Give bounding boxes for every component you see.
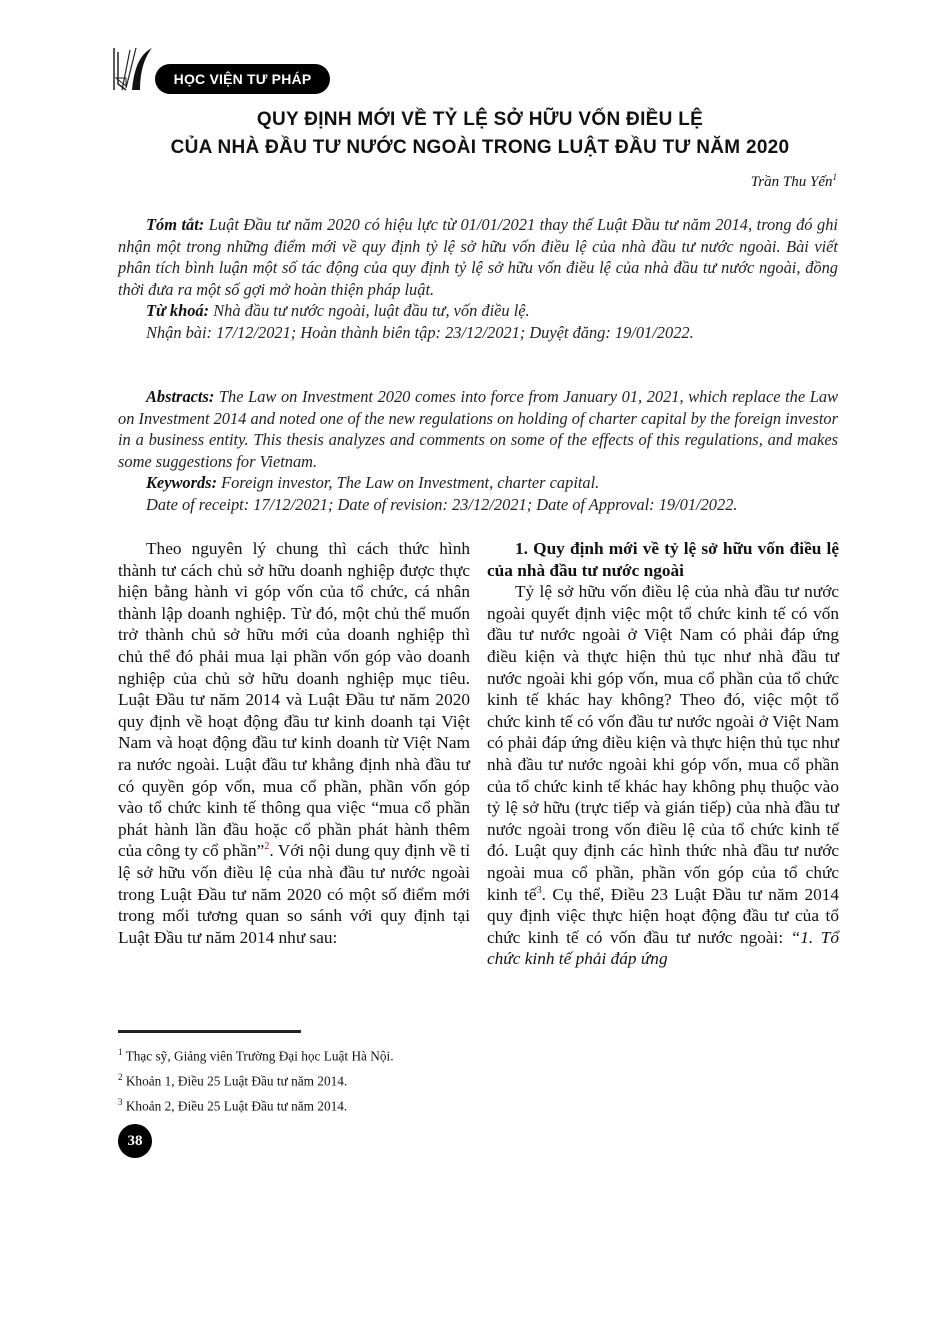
article-dates: Nhận bài: 17/12/2021; Hoàn thành biên tập: 23/12/2021; Duyệt đăng: 19/01/2022.: [146, 322, 694, 342]
keywords-label: Keywords:: [146, 473, 218, 493]
footnote: [118, 1067, 394, 1092]
right-column: [487, 538, 839, 970]
footnote: [118, 1042, 394, 1067]
footnote-text: Khoản 1, Điều 25 Luật Đầu tư năm 2014.: [125, 1073, 348, 1089]
quote-text: “1. Tổ chức kinh tế phải đáp ứng: [487, 927, 840, 969]
footnotes: [118, 1042, 394, 1117]
body-paragraph: [118, 538, 470, 948]
footnote-text: Khoản 2, Điều 25 Luật Đầu tư năm 2014.: [125, 1098, 348, 1114]
author-name: Trần Thu Yến: [750, 174, 833, 190]
footnote-number: 1: [118, 1047, 123, 1057]
keywords-text: Nhà đầu tư nước ngoài, luật đầu tư, vốn điều lệ.: [209, 301, 530, 321]
body-text: Tỷ lệ sở hữu vốn điều lệ của nhà đầu tư nước ngoài quyết định việc một tổ chức kinh tế có vốn đầu tư nước ngoài ở Việt Nam có phải đáp ứng điều kiện và thực hiện thủ tục như nhà đầu tư nước ngoài khi góp vốn, mua cổ phần của tổ chức kinh tế khác hay không? Theo đó, việc một tổ chức kinh tế có vốn đầu tư nước ngoài ở Việt Nam có phải đáp ứng điều kiện và thực hiện thủ tục như nhà đầu tư nước ngoài khi góp vốn, mua cổ phần của tổ chức kinh tế khác hay không phụ thuộc vào tỷ lệ sở hữu (trực tiếp và gián tiếp) của nhà đầu tư nước ngoài trong vốn điều lệ của tổ chức kinh tế đó. Luật quy định các hình thức nhà đầu tư nước ngoài mua cổ phần, phần vốn góp của tổ chức kinh tế: [487, 582, 839, 904]
academy-logo-icon: [112, 44, 152, 94]
author: [751, 172, 837, 191]
section-heading: 1. Quy định mới về tỷ lệ sở hữu vốn điều lệ của nhà đầu tư nước ngoài: [487, 539, 839, 580]
keywords-label: Từ khoá:: [146, 301, 210, 321]
body-text: . Cụ thể, Điều 23 Luật Đầu tư năm 2014 quy định việc thực hiện hoạt động đầu tư của tổ chức kinh tế có vốn đầu tư nước ngoài:: [487, 884, 840, 947]
body-text: Theo nguyên lý chung thì cách thức hình thành tư cách chủ sở hữu doanh nghiệp được thực hiện bằng hành vi góp vốn của tổ chức, cá nhân thành lập doanh nghiệp. Từ đó, một chủ thể muốn trở thành chủ sở hữu mới của doanh nghiệp thì chủ thể đó phải mua lại phần vốn góp vào doanh nghiệp của chủ sở hữu doanh nghiệp mục tiêu. Luật Đầu tư năm 2014 và Luật Đầu tư năm 2020 quy định về hoạt động đầu tư kinh doanh tại Việt Nam và hoạt động đầu tư kinh doanh từ Việt Nam ra nước ngoài. Luật đầu tư khẳng định nhà đầu tư có quyền góp vốn, mua cổ phần, phần vốn góp vào tổ chức kinh tế thông qua việc “mua cổ phần phát hành lần đầu hoặc cổ phần phát hành thêm của công ty cổ phần”: [118, 539, 470, 861]
footnote: [118, 1092, 394, 1117]
page-number: 38: [118, 1124, 152, 1158]
article-title: [100, 106, 860, 162]
abstract-label: Abstracts:: [146, 387, 215, 406]
body-text: . Với nội dung quy định về tỉ lệ sở hữu vốn điều lệ của nhà đầu tư nước ngoài trong Luật Đầu tư năm 2020 có một số điểm mới trong mối tương quan so sánh với quy định tại Luật Đầu tư năm 2014 như sau:: [118, 841, 470, 947]
keywords-text: Foreign investor, The Law on Investment, charter capital.: [217, 473, 600, 493]
footnote-number: 3: [118, 1096, 123, 1107]
abstract-english: [118, 386, 838, 516]
abstract-vietnamese: [118, 214, 838, 344]
title-line-1: QUY ĐỊNH MỚI VỀ TỶ LỆ SỞ HỮU VỐN ĐIỀU LỆ: [256, 109, 704, 130]
title-line-2: CỦA NHÀ ĐẦU TƯ NƯỚC NGOÀI TRONG LUẬT ĐẦU TƯ NĂM 2020: [170, 137, 790, 158]
section-badge: HỌC VIỆN TƯ PHÁP: [155, 64, 330, 94]
footnote-ref[interactable]: 2: [264, 841, 270, 853]
abstract-text: Luật Đầu tư năm 2020 có hiệu lực từ 01/01/2021 thay thế Luật Đầu tư năm 2014, trong đó ghi nhận một trong những điểm mới về quy định tỷ lệ sở hữu vốn điều lệ của nhà đầu tư nước ngoài. Bài viết phân tích bình luận một số tác động của quy định tỷ lệ sở hữu vốn điều lệ của nhà đầu tư nước ngoài, đồng thời đưa ra một số gợi mở hoàn thiện pháp luật.: [118, 215, 838, 299]
body-paragraph: [487, 581, 839, 970]
footnote-divider: [118, 1030, 301, 1033]
left-column: [118, 538, 470, 948]
abstract-label: Tóm tắt:: [146, 215, 205, 234]
article-dates: Date of receipt: 17/12/2021; Date of revision: 23/12/2021; Date of Approval: 19/01/2022.: [146, 494, 738, 514]
footnote-text: Thạc sỹ, Giảng viên Trường Đại học Luật Hà Nội.: [125, 1048, 394, 1064]
footnote-ref[interactable]: 3: [536, 884, 542, 896]
footnote-number: 2: [118, 1071, 123, 1082]
abstract-text: The Law on Investment 2020 comes into force from January 01, 2021, which replace the Law on Investment 2014 and noted one of the new regulations on holding of charter capital by the foreign investor in a business entity. This thesis analyzes and comments on some of the effects of this regulations, and makes some suggestions for Vietnam.: [118, 387, 838, 471]
author-footnote-ref: 1: [832, 172, 837, 182]
